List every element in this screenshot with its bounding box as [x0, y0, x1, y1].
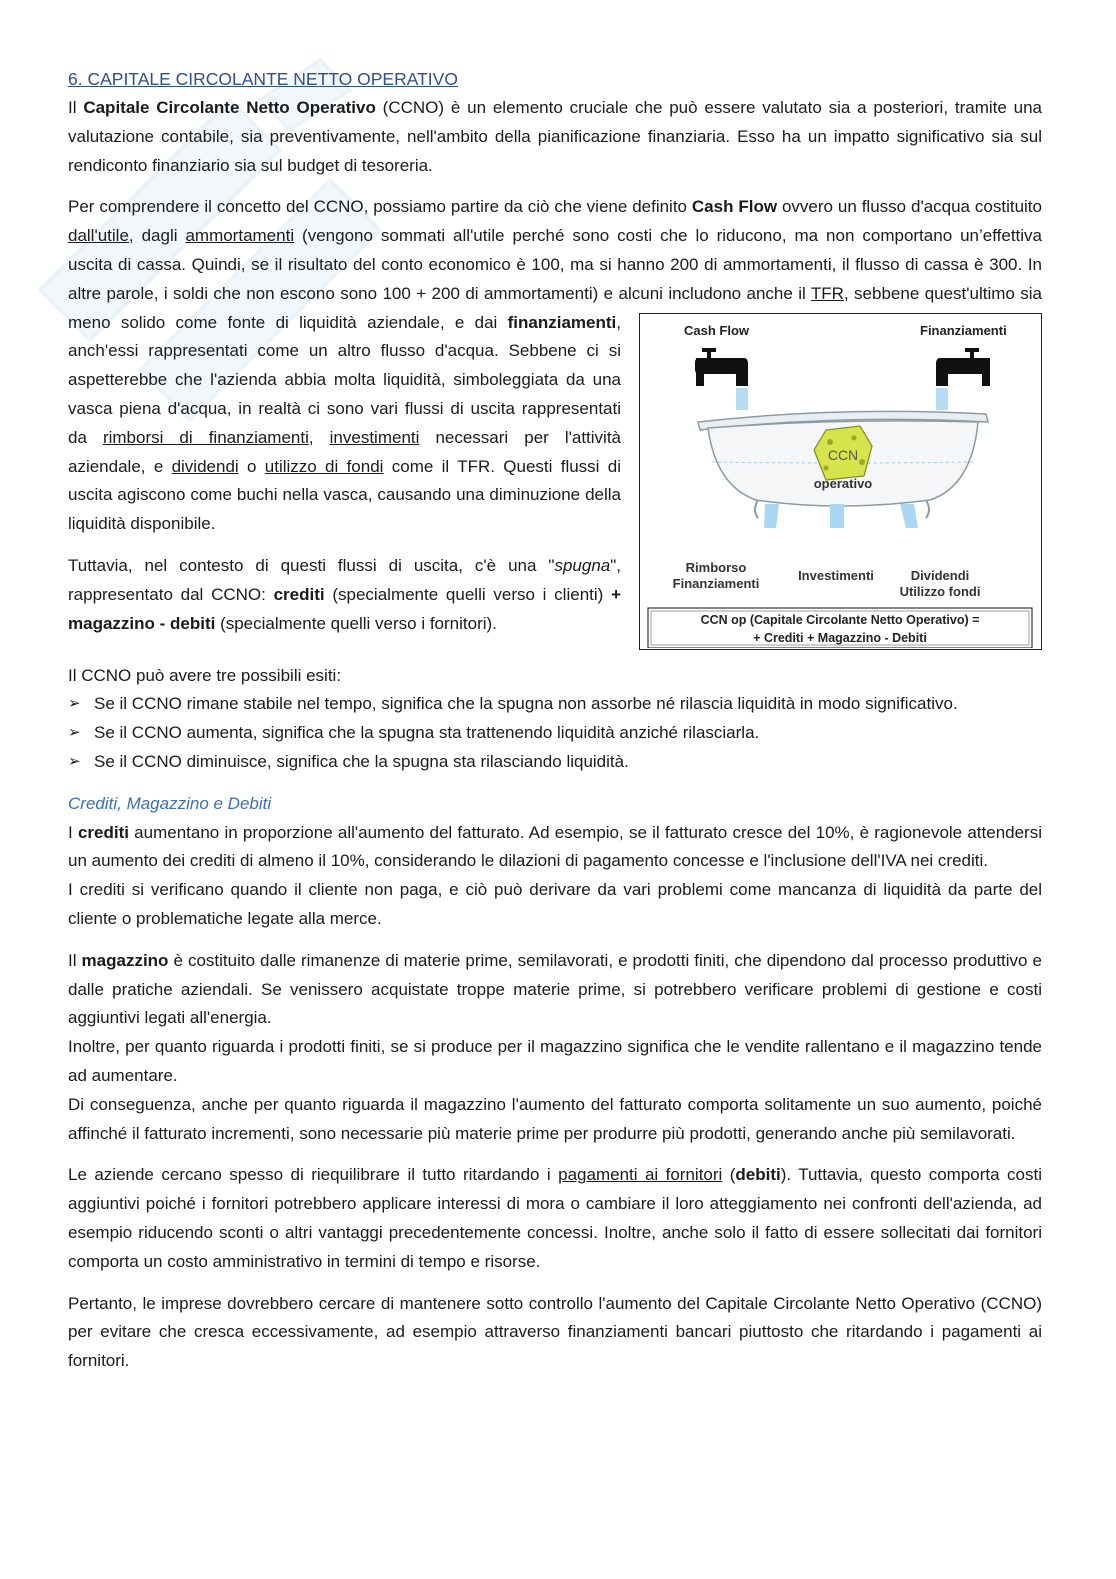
label-investimenti: Investimenti: [798, 567, 874, 583]
bathtub-figure: [639, 313, 1042, 650]
label-cash-flow: Cash Flow: [684, 322, 750, 338]
paragraph-ccno-intro: Il Capitale Circolante Netto Operativo (CCNO) è un elemento cruciale che può essere valutato sia a posteriori, tramite una valutazione contabile, sia preventivamente, nell'ambito della pianificazione finanziaria. Esso ha un impatto significativo sia sul rendiconto finanziario sia sul budget di tesoreria.: [68, 98, 1042, 175]
paragraph-magazzino-3: Di conseguenza, anche per quanto riguarda il magazzino l'aumento del fatturato comporta solitamente un suo aumento, poiché affinché il fatturato incrementi, sono necessarie più materie prime per produrre più prodotti, generando anche più semilavorati.: [68, 1094, 1042, 1143]
paragraph-magazzino: Il magazzino è costituito dalle rimanenze di materie prime, semilavorati, e prodotti finiti, che dipendono dal processo produttivo e dalle pratiche aziendali. Se venissero acquistate troppe materie prime, si potrebbero verificare problemi di gestione e costi aggiuntivi legati all'energia.: [68, 950, 1042, 1028]
list-item: ➢ Se il CCNO diminuisce, significa che la spugna sta rilasciando liquidità.: [68, 748, 1042, 777]
label-dividendi: Dividendi: [910, 567, 970, 583]
label-finanziamenti: Finanziamenti: [920, 322, 1007, 338]
paragraph-crediti-2: I crediti si verificano quando il cliente non paga, e ciò può derivare da vari problemi come mancanza di liquidità da parte del cliente o problematiche legate alla merce.: [68, 880, 1042, 928]
sponge-label-operativo: operativo: [813, 475, 873, 491]
paragraph-spugna: Tuttavia, nel contesto di questi flussi di uscita, c'è una "spugna", rappresentato dal CCNO: crediti (specialmente quelli verso i clienti) + magazzino - debiti (specialmente quelli verso i fornitori).: [68, 555, 621, 633]
list-item: ➢ Se il CCNO aumenta, significa che la spugna sta trattenendo liquidità anziché rilasciarla.: [68, 719, 1042, 748]
sponge-label-ccn: CCN: [827, 446, 859, 463]
document-page: [68, 64, 1042, 1376]
section-heading: 6. CAPITALE CIRCOLANTE NETTO OPERATIVO: [68, 69, 458, 89]
paragraph-magazzino-2: Inoltre, per quanto riguarda i prodotti finiti, se si produce per il magazzino significa che le vendite rallentano e il magazzino tende ad aumentare.: [68, 1037, 1042, 1085]
paragraph-crediti: I crediti aumentano in proporzione all'aumento del fatturato. Ad esempio, se il fatturato cresce del 10%, è ragionevole attendersi un aumento dei crediti di almeno il 10%, considerando le dilazioni di pagamento concesse e l'inclusione dell'IVA nei crediti.: [68, 822, 1042, 871]
paragraph-debiti: Le aziende cercano spesso di riequilibrare il tutto ritardando i pagamenti ai fornitori (debiti). Tuttavia, questo comporta costi aggiuntivi poiché i fornitori potrebbero applicare interessi di mora o cambiare il loro atteggiamento nei confronti dell'azienda, ad esempio riducendo sconti o altri vantaggi precedentemente concessi. Inoltre, anche solo il fatto di essere sollecitati dai fornitori comporta un costo amministrativo in termini di tempo e risorse.: [68, 1165, 1042, 1271]
formula-line1: CCN op (Capitale Circolante Netto Operativo) =: [700, 612, 980, 627]
list-item: ➢ Se il CCNO rimane stabile nel tempo, significa che la spugna non assorbe né rilascia liquidità in modo significativo.: [68, 690, 1042, 719]
outflow-streams: [764, 504, 918, 528]
arrow-bullet-icon: ➢: [68, 752, 81, 770]
label-rimborso-finanziamenti: Finanziamenti: [672, 575, 760, 591]
label-utilizzo-fondi: Utilizzo fondi: [899, 583, 981, 599]
outcomes-intro: Il CCNO può avere tre possibili esiti:: [68, 665, 342, 685]
label-rimborso: Rimborso: [685, 559, 747, 575]
faucet-left-icon: [695, 348, 748, 410]
arrow-bullet-icon: ➢: [68, 724, 81, 742]
arrow-bullet-icon: ➢: [68, 695, 81, 713]
subheading-crediti-magazzino-debiti: Crediti, Magazzino e Debiti: [68, 793, 272, 813]
paragraph-conclusione: Pertanto, le imprese dovrebbero cercare di mantenere sotto controllo l'aumento del Capitale Circolante Netto Operativo (CCNO) per evitare che cresca eccessivamente, ad esempio attraverso finanziamenti bancari piuttosto che ritardando i pagamenti ai fornitori.: [68, 1293, 1042, 1371]
outcomes-list: [68, 690, 1042, 776]
faucet-right-icon: [936, 348, 990, 410]
formula-line2: + Crediti + Magazzino - Debiti: [753, 630, 927, 645]
paragraph-cash-flow: Per comprendere il concetto del CCNO, possiamo partire da ciò che viene definito Cash Flow ovvero un flusso d'acqua costituito dall'utile, dagli ammortamenti (vengono sommati all'utile perché sono costi che lo riducono, ma non comportano un’effettiva uscita di cassa. Quindi, se il risultato del conto economico è 100, ma si hanno 200 di ammortamenti, il flusso di cassa è 300. In altre parole, i soldi che non escono sono 100 + 200 di ammortamenti) e alcuni includono anche il TFR, sebbene quest'ultimo sia meno solido come fonte di liquidità aziendale, e dai Cash Flow Finanziamenti CCN operativo Rimborso Finanziamenti Investimenti Dividendi Utilizzo fondi CCN op (Capitale Circolante Netto Operativo) = + Crediti + Magazzino - Debiti finanziamenti, anch'essi rappresentati come un altro flusso d'acqua. Sebbene ci si aspetterebbe che l'azienda abbia molta liquidità, simboleggiata da una vasca piena d'acqua, in realtà ci sono vari flussi di uscita rappresentati da rimborsi di finanziamenti, investimenti necessari per l'attività aziendale, e dividendi o utilizzo di fondi come il TFR. Questi flussi di uscita agiscono come buchi nella vasca, causando una diminuzione della liquidità disponibile.: [68, 193, 1042, 539]
